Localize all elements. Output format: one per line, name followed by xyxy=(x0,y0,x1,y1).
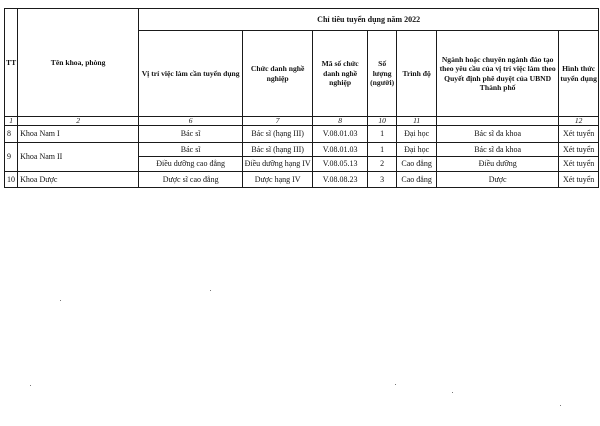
col-number: 6 xyxy=(139,117,243,126)
cell-major: Điều dưỡng xyxy=(437,157,559,172)
scan-speck xyxy=(452,392,453,393)
cell-level: Đại học xyxy=(397,126,437,143)
cell-tt: 9 xyxy=(5,143,18,172)
cell-form: Xét tuyển xyxy=(559,126,599,143)
header-tt: TT xyxy=(5,9,18,117)
header-dept: Tên khoa, phòng xyxy=(18,9,139,117)
cell-tt: 10 xyxy=(5,172,18,188)
cell-code: V.08.05.13 xyxy=(313,157,368,172)
cell-title: Dược hạng IV xyxy=(243,172,313,188)
col-number: 8 xyxy=(313,117,368,126)
col-number: 2 xyxy=(18,117,139,126)
cell-dept: Khoa Dược xyxy=(18,172,139,188)
cell-qty: 2 xyxy=(368,157,397,172)
header-title: Chức danh nghề nghiệp xyxy=(243,31,313,117)
col-number: 11 xyxy=(397,117,437,126)
cell-major: Dược xyxy=(437,172,559,188)
recruitment-table xyxy=(4,8,599,188)
cell-dept: Khoa Nam II xyxy=(18,143,139,172)
header-major: Ngành hoặc chuyên ngành đào tạo theo yêu cầu của vị trí việc làm theo Quyết định phê duyệt của UBND Thành phố xyxy=(437,31,559,117)
cell-level: Cao đẳng xyxy=(397,172,437,188)
col-number: 10 xyxy=(368,117,397,126)
cell-level: Đại học xyxy=(397,143,437,157)
header-code: Mã số chức danh nghề nghiệp xyxy=(313,31,368,117)
cell-position: Bác sĩ xyxy=(139,126,243,143)
column-number-row xyxy=(5,117,599,126)
cell-qty: 1 xyxy=(368,126,397,143)
header-level: Trình độ xyxy=(397,31,437,117)
cell-major: Bác sĩ đa khoa xyxy=(437,126,559,143)
col-number xyxy=(437,117,559,126)
scan-speck xyxy=(210,290,211,291)
cell-form: Xét tuyển xyxy=(559,172,599,188)
cell-major: Bác sĩ đa khoa xyxy=(437,143,559,157)
header-qty: Số lượng (người) xyxy=(368,31,397,117)
scan-speck xyxy=(395,384,396,385)
cell-level: Cao đẳng xyxy=(397,157,437,172)
cell-code: V.08.08.23 xyxy=(313,172,368,188)
scan-speck xyxy=(30,385,31,386)
cell-tt: 8 xyxy=(5,126,18,143)
table-row xyxy=(5,126,599,143)
col-number: 1 xyxy=(5,117,18,126)
recruitment-table-sheet xyxy=(4,8,599,188)
cell-qty: 1 xyxy=(368,143,397,157)
scan-speck xyxy=(560,405,561,406)
cell-title: Bác sĩ (hạng III) xyxy=(243,143,313,157)
cell-dept: Khoa Nam I xyxy=(18,126,139,143)
cell-position: Điều dưỡng cao đẳng xyxy=(139,157,243,172)
cell-code: V.08.01.03 xyxy=(313,143,368,157)
cell-position: Bác sĩ xyxy=(139,143,243,157)
table-row xyxy=(5,172,599,188)
col-number: 12 xyxy=(559,117,599,126)
header-form: Hình thức tuyển dụng xyxy=(559,31,599,117)
cell-title: Bác sĩ (hạng III) xyxy=(243,126,313,143)
cell-form: Xét tuyển xyxy=(559,143,599,157)
cell-form: Xét tuyển xyxy=(559,157,599,172)
cell-code: V.08.01.03 xyxy=(313,126,368,143)
header-position: Vị trí việc làm cần tuyển dụng xyxy=(139,31,243,117)
cell-qty: 3 xyxy=(368,172,397,188)
table-row xyxy=(5,143,599,157)
scan-speck xyxy=(60,300,61,301)
header-group-title: Chỉ tiêu tuyển dụng năm 2022 xyxy=(139,9,599,31)
cell-position: Dược sĩ cao đẳng xyxy=(139,172,243,188)
cell-title: Điều dưỡng hạng IV xyxy=(243,157,313,172)
col-number: 7 xyxy=(243,117,313,126)
